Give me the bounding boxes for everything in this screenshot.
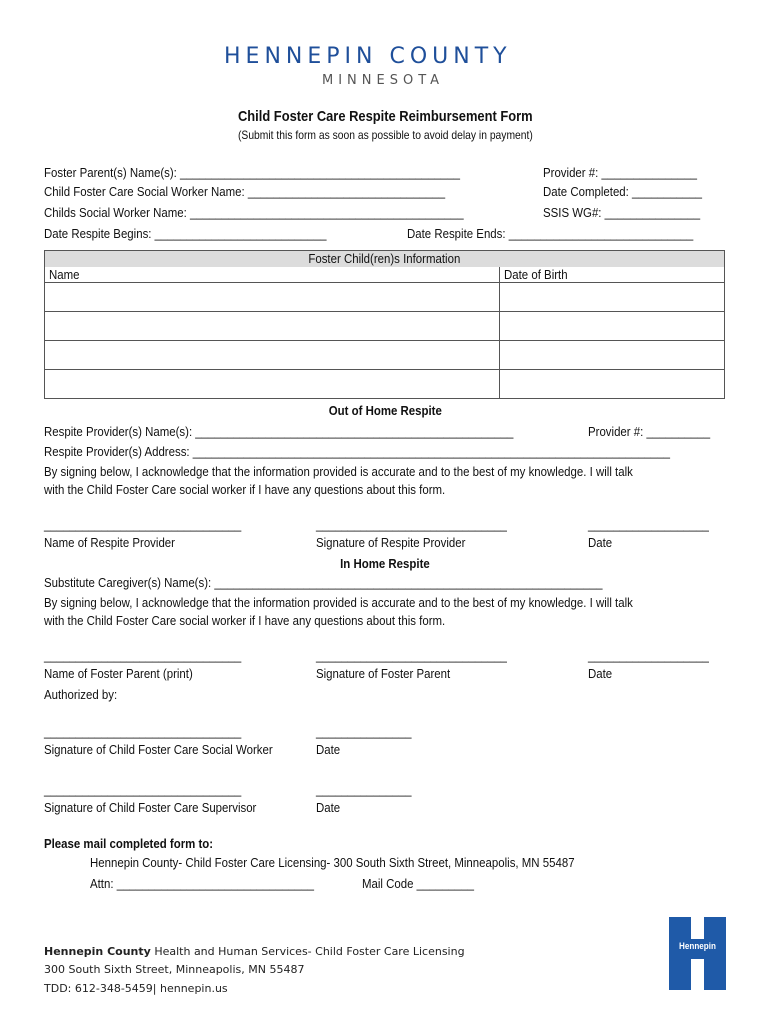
child-dob-cell[interactable]	[500, 283, 725, 312]
respite-ends-field[interactable]: Date Respite Ends: _____________________________	[407, 226, 694, 241]
table-heading-row	[45, 251, 725, 268]
hennepin-logo-label: Hennepin	[679, 941, 716, 951]
child-dob-cell[interactable]	[500, 341, 725, 370]
out-ack-line-2: with the Child Foster Care social worker if I have any questions about this form.	[44, 482, 446, 497]
footer-contact: TDD: 612-348-5459| hennepin.us	[44, 982, 228, 995]
table-column-header-row	[45, 267, 725, 283]
hennepin-h-icon	[669, 917, 726, 990]
authorized-by-label: Authorized by:	[44, 687, 118, 702]
social-worker-date-line[interactable]: _______________	[316, 724, 412, 739]
out-of-home-heading	[0, 403, 770, 418]
respite-provider-name-label: Name of Respite Provider	[44, 535, 175, 550]
child-name-cell[interactable]	[45, 283, 500, 312]
out-ack-line-1: By signing below, I acknowledge that the information provided is accurate and to the best of my knowledge. I will talk	[44, 464, 633, 479]
foster-parent-signature-line[interactable]: ______________________________	[316, 648, 507, 663]
children-table	[44, 250, 725, 399]
child-name-cell[interactable]	[45, 312, 500, 341]
substitute-caregivers-field[interactable]: Substitute Caregiver(s) Name(s): _____________________________________________________________	[44, 575, 603, 590]
hennepin-logo	[669, 917, 726, 990]
table-row	[45, 341, 725, 370]
respite-address-field[interactable]: Respite Provider(s) Address: ___________________________________________________________________________	[44, 444, 670, 459]
page-title-text: Child Foster Care Respite Reimbursement Form	[237, 108, 533, 125]
social-worker-date-label: Date	[316, 742, 341, 757]
page-subtitle	[0, 128, 770, 142]
in-ack-line-2: with the Child Foster Care social worker if I have any questions about this form.	[44, 613, 446, 628]
respite-provider-name-line[interactable]: _______________________________	[44, 517, 242, 532]
column-header-name	[45, 267, 500, 283]
table-heading	[45, 251, 725, 268]
child-dob-cell[interactable]	[500, 312, 725, 341]
footer-org-name: Hennepin County	[44, 945, 151, 958]
table-row	[45, 283, 725, 312]
county-wordmark: HENNEPIN COUNTY	[224, 44, 512, 69]
respite-providers-field[interactable]: Respite Provider(s) Name(s): __________________________________________________	[44, 424, 514, 439]
table-row	[45, 312, 725, 341]
child-name-cell[interactable]	[45, 370, 500, 399]
hennepin-logo-text	[669, 941, 726, 951]
respite-provider-signature-label: Signature of Respite Provider	[316, 535, 466, 550]
date-completed-field[interactable]: Date Completed: ___________	[543, 184, 703, 199]
respite-date-label: Date	[588, 535, 613, 550]
supervisor-date-line[interactable]: _______________	[316, 782, 412, 797]
out-of-home-heading-text: Out of Home Respite	[328, 403, 442, 418]
childs-worker-field[interactable]: Childs Social Worker Name: ___________________________________________	[44, 205, 464, 220]
social-worker-signature-line[interactable]: _______________________________	[44, 724, 242, 739]
state-wordmark: MINNESOTA	[322, 73, 445, 88]
column-header-dob	[500, 267, 725, 283]
attn-field[interactable]: Attn: _______________________________	[90, 876, 314, 891]
footer-org-department: Health and Human Services- Child Foster Care Licensing	[150, 945, 465, 958]
child-name-cell[interactable]	[45, 341, 500, 370]
page-title	[0, 108, 770, 125]
in-home-heading	[0, 556, 770, 571]
foster-parent-date-label: Date	[588, 666, 613, 681]
foster-parent-date-line[interactable]: ___________________	[588, 648, 709, 663]
foster-parent-name-label: Name of Foster Parent (print)	[44, 666, 193, 681]
page-subtitle-text: (Submit this form as soon as possible to avoid delay in payment)	[237, 128, 533, 142]
mail-code-field[interactable]: Mail Code _________	[362, 876, 474, 891]
supervisor-signature-label: Signature of Child Foster Care Supervisor	[44, 800, 257, 815]
provider-number-field[interactable]: Provider #: _______________	[543, 165, 697, 180]
respite-date-line[interactable]: ___________________	[588, 517, 709, 532]
supervisor-signature-line[interactable]: _______________________________	[44, 782, 242, 797]
table-heading-text: Foster Child(ren)s Information	[308, 251, 461, 266]
column-header-name-text: Name	[49, 267, 80, 282]
footer-org	[44, 945, 465, 958]
mail-heading: Please mail completed form to:	[44, 836, 214, 851]
ssis-field[interactable]: SSIS WG#: _______________	[543, 205, 701, 220]
respite-provider-signature-line[interactable]: ______________________________	[316, 517, 507, 532]
respite-provider-number-field[interactable]: Provider #: __________	[588, 424, 711, 439]
foster-parent-name-line[interactable]: _______________________________	[44, 648, 242, 663]
social-worker-field[interactable]: Child Foster Care Social Worker Name: _______________________________	[44, 184, 446, 199]
foster-parents-field[interactable]: Foster Parent(s) Name(s): ____________________________________________	[44, 165, 460, 180]
footer-street: 300 South Sixth Street, Minneapolis, MN 55487	[44, 963, 305, 976]
respite-begins-field[interactable]: Date Respite Begins: ___________________________	[44, 226, 327, 241]
social-worker-signature-label: Signature of Child Foster Care Social Worker	[44, 742, 273, 757]
supervisor-date-label: Date	[316, 800, 341, 815]
child-dob-cell[interactable]	[500, 370, 725, 399]
table-row	[45, 370, 725, 399]
in-ack-line-1: By signing below, I acknowledge that the information provided is accurate and to the best of my knowledge. I will talk	[44, 595, 633, 610]
column-header-dob-text: Date of Birth	[504, 267, 568, 282]
foster-parent-signature-label: Signature of Foster Parent	[316, 666, 451, 681]
in-home-heading-text: In Home Respite	[340, 556, 430, 571]
mail-address: Hennepin County- Child Foster Care Licensing- 300 South Sixth Street, Minneapolis, MN 55487	[90, 855, 575, 870]
